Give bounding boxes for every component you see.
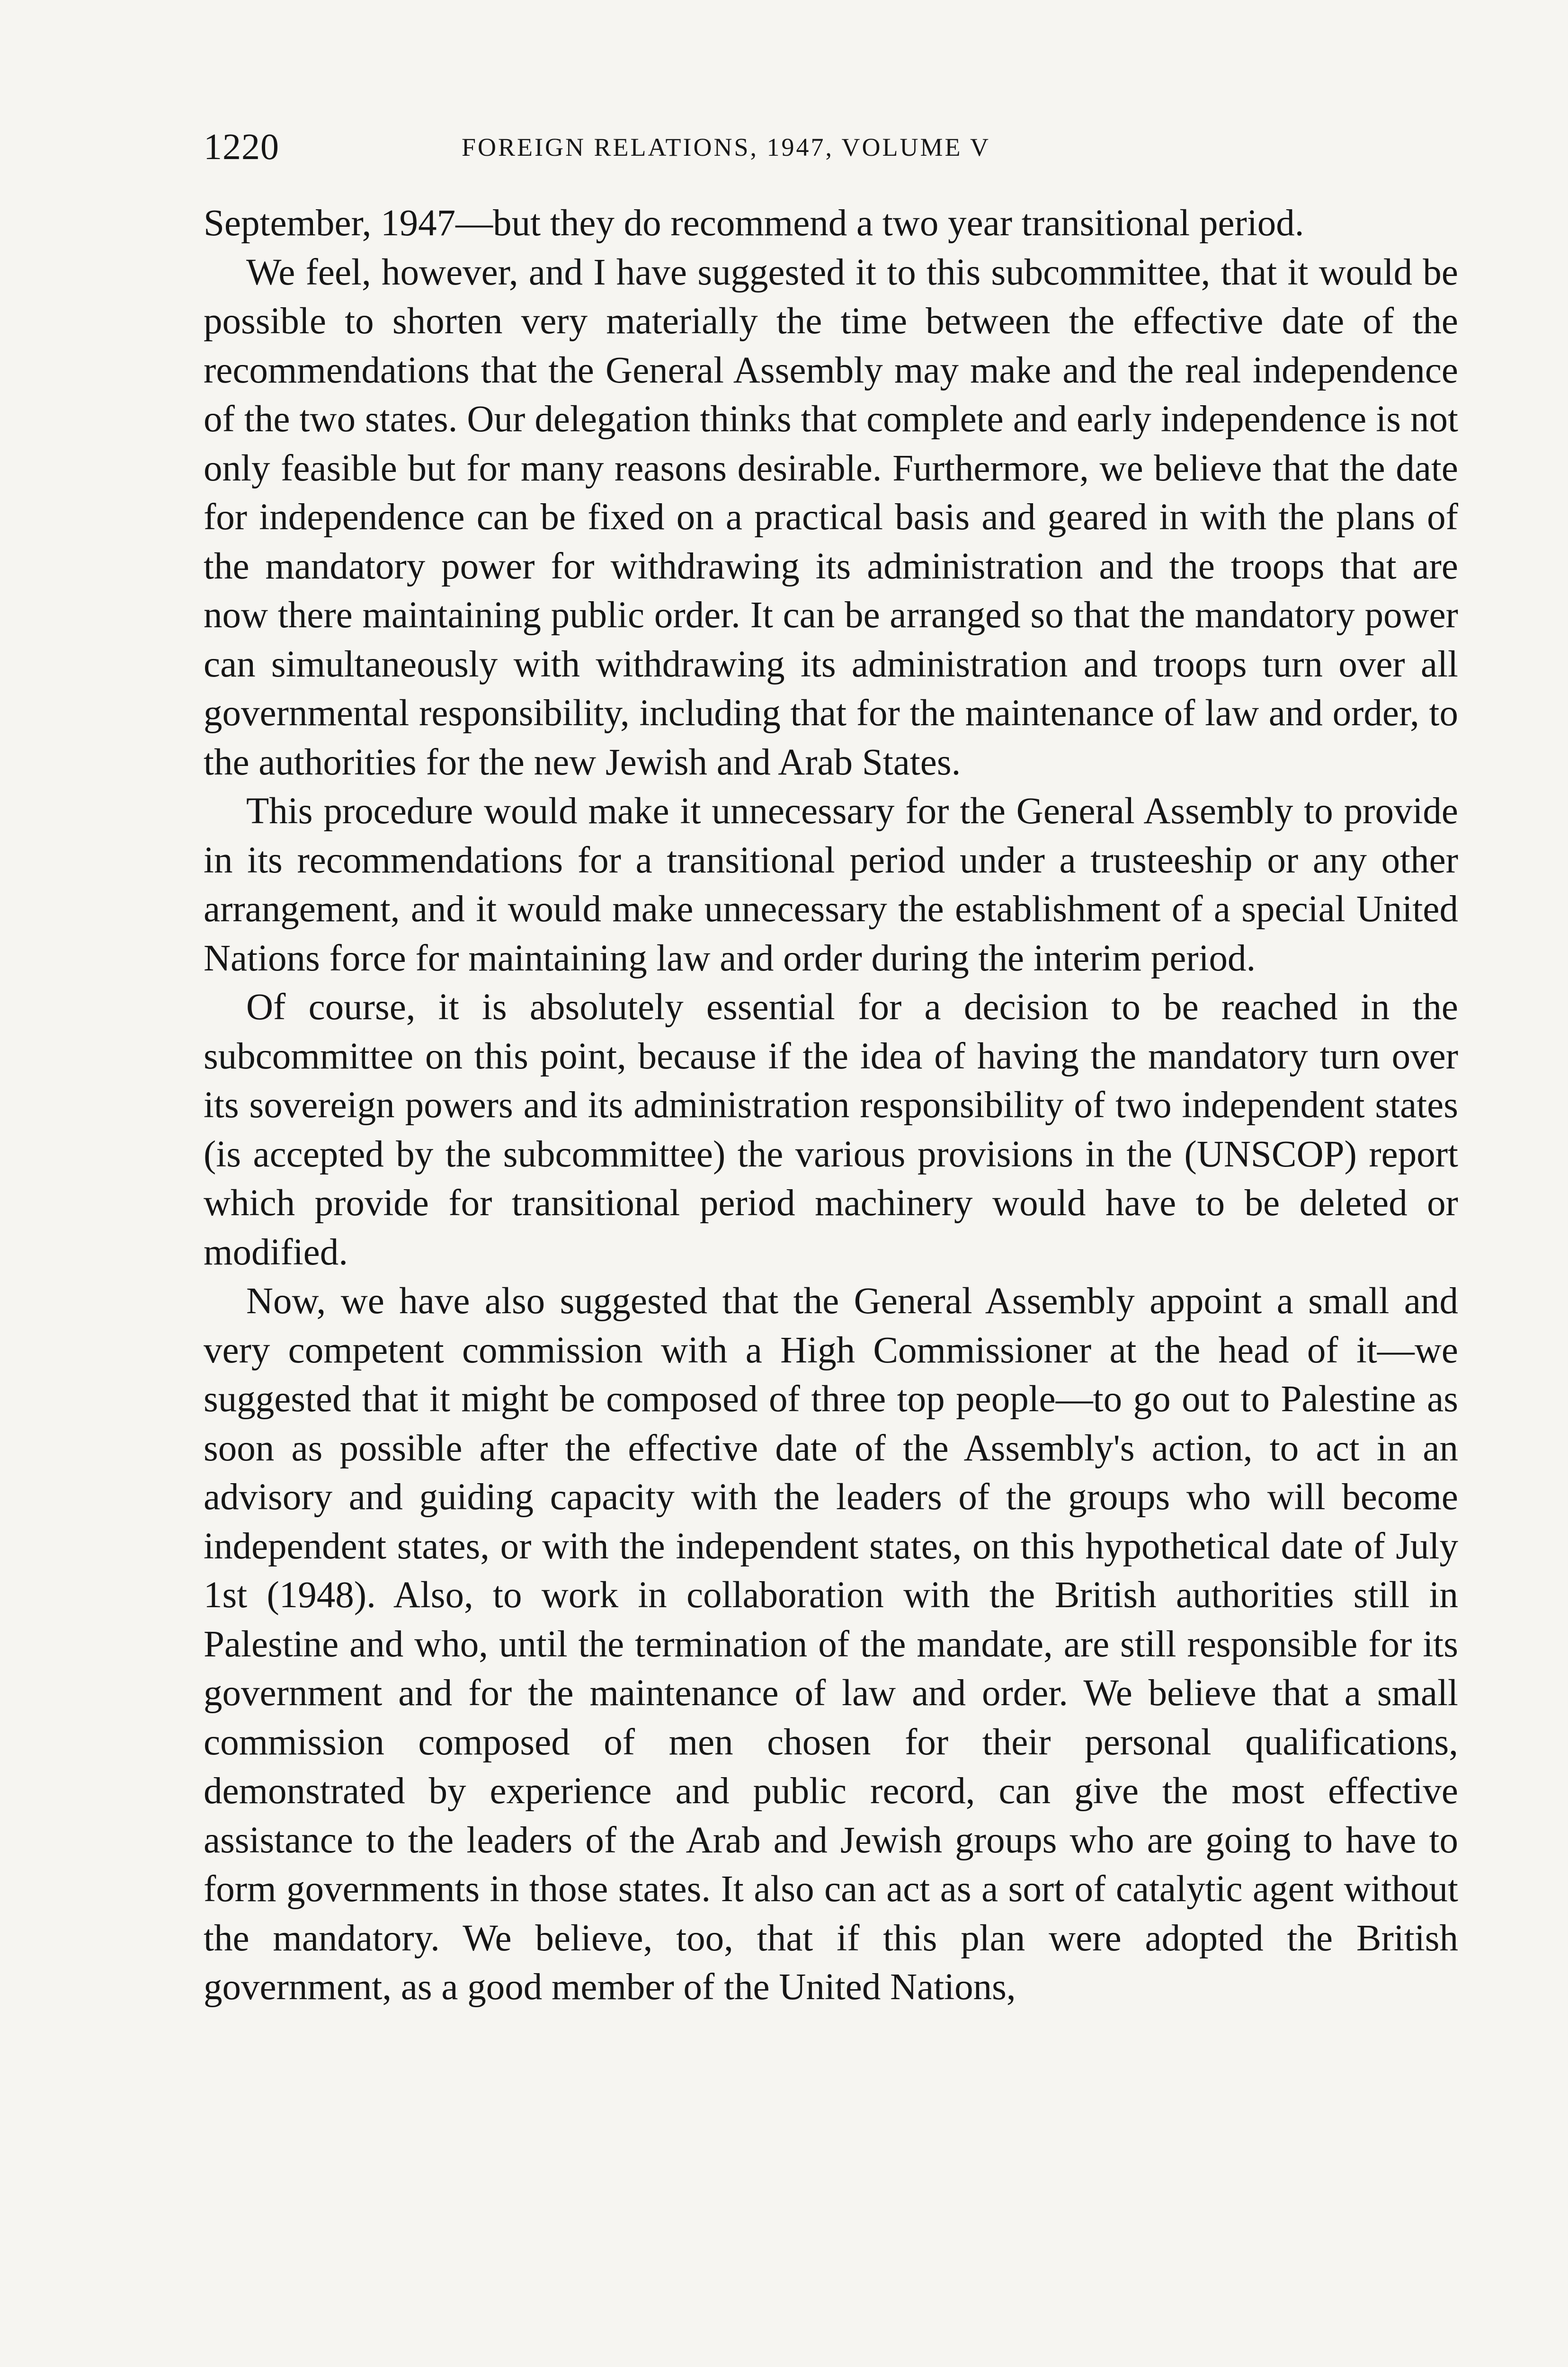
paragraph-subcommittee-decision: Of course, it is absolutely essential for a decision to be reached in the subcommittee on this point, because if the idea of having the mandatory turn over its sovereign powers and its administration responsibility of two independent states (is accepted by the subcommittee) the various provisions in the (UNSCOP) report which provide for transitional period machinery would have to be deleted or modified.	[204, 987, 1458, 1273]
page-number: 1220	[204, 126, 279, 167]
paragraph-commission-proposal: Now, we have also suggested that the General Assembly appoint a small and very competent commission with a High Commissioner at the head of it—we suggested that it might be composed of three top people—to go out to Palestine as soon as possible after the effective date of the Assembly's action, to act in an advisory and guiding capacity with the leaders of the groups who will become independent states, or with the independent states, on this hypothetical date of July 1st (1948). Also, to work in collaboration with the British authorities still in Palestine and who, until the termination of the mandate, are still responsible for its government and for the maintenance of law and order. We believe that a small commission composed of men chosen for their personal qualifications, demonstrated by experience and public record, can give the most effective assistance to the leaders of the Arab and Jewish groups who are going to have to form governments in those states. It also can act as a sort of catalytic agent without the mandatory. We believe, too, that if this plan were adopted the British government, as a good member of the United Nations,	[204, 1281, 1458, 2008]
paragraph-continuation: September, 1947—but they do recommend a two year transitional period.	[204, 203, 1304, 244]
paragraph-independence-proposal: We feel, however, and I have suggested it to this subcommittee, that it would be possible to shorten very materially the time between the effective date of the recommendations that the General Assembly may make and the real independence of the two states. Our delegation thinks that complete and early independence is not only feasible but for many reasons desirable. Furthermore, we believe that the date for independence can be fixed on a practical basis and geared in with the plans of the mandatory power for withdrawing its administration and the troops that are now there maintaining public order. It can be arranged so that the mandatory power can simultaneously with withdrawing its administration and troops turn over all governmental responsibility, including that for the maintenance of law and order, to the authorities for the new Jewish and Arab States.	[204, 251, 1458, 783]
paragraph-procedure: This procedure would make it unnecessary for the General Assembly to provide in its recommendations for a transitional period under a trusteeship or any other arrangement, and it would make unnecessary the establishment of a special United Nations force for maintaining law and order during the interim period.	[204, 791, 1458, 979]
page-header	[204, 121, 1458, 173]
running-head: FOREIGN RELATIONS, 1947, VOLUME V	[462, 133, 991, 161]
body-text	[204, 199, 1458, 2012]
